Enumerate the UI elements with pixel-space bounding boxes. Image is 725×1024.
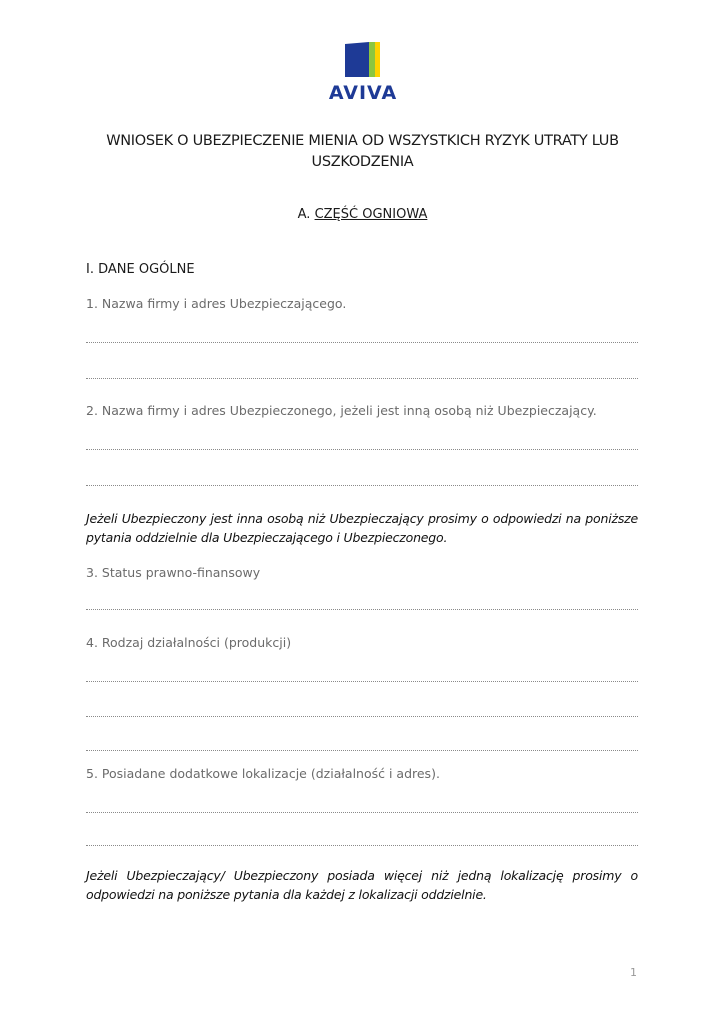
answer-line[interactable]: [86, 681, 638, 682]
answer-line[interactable]: [86, 449, 638, 450]
instruction-note: Jeżeli Ubezpieczony jest inna osobą niż Ubezpieczający prosimy o odpowiedzi na poniższe pytania oddzielnie dla Ubezpieczającego i Ubezpieczonego.: [86, 511, 638, 545]
answer-line[interactable]: [86, 716, 638, 717]
answer-line[interactable]: [86, 485, 638, 486]
instruction-note: Jeżeli Ubezpieczający/ Ubezpieczony posiada więcej niż jedną lokalizację prosimy o odpowiedzi na poniższe pytania dla każdej z lokalizacji oddzielnie.: [86, 868, 638, 902]
page-title: WNIOSEK O UBEZPIECZENIE MIENIA OD WSZYSTKICH RYZYK UTRATY LUB USZKODZENIA: [106, 133, 619, 170]
answer-line[interactable]: [86, 342, 638, 343]
general-data-heading: I. DANE OGÓLNE: [86, 262, 195, 277]
answer-line[interactable]: [86, 609, 638, 610]
answer-line[interactable]: [86, 845, 638, 846]
aviva-logo: [320, 40, 406, 106]
answer-line[interactable]: [86, 378, 638, 379]
question-2-label: 2. Nazwa firmy i adres Ubezpieczonego, jeżeli jest inną osobą niż Ubezpieczający.: [86, 403, 597, 418]
section-heading: [0, 207, 725, 222]
question-3-label: 3. Status prawno-finansowy: [86, 565, 261, 580]
question-1-label: 1. Nazwa firmy i adres Ubezpieczającego.: [86, 296, 347, 311]
section-name: CZĘŚĆ OGNIOWA: [314, 207, 428, 222]
aviva-logo-mark-icon: [345, 42, 380, 77]
question-4-label: 4. Rodzaj działalności (produkcji): [86, 635, 292, 650]
section-letter: A.: [297, 207, 311, 222]
answer-line[interactable]: [86, 812, 638, 813]
answer-line[interactable]: [86, 750, 638, 751]
page-number: 1: [630, 966, 637, 979]
question-5-label: 5. Posiadane dodatkowe lokalizacje (działalność i adres).: [86, 766, 440, 781]
aviva-logo-text: AVIVA: [328, 82, 398, 104]
